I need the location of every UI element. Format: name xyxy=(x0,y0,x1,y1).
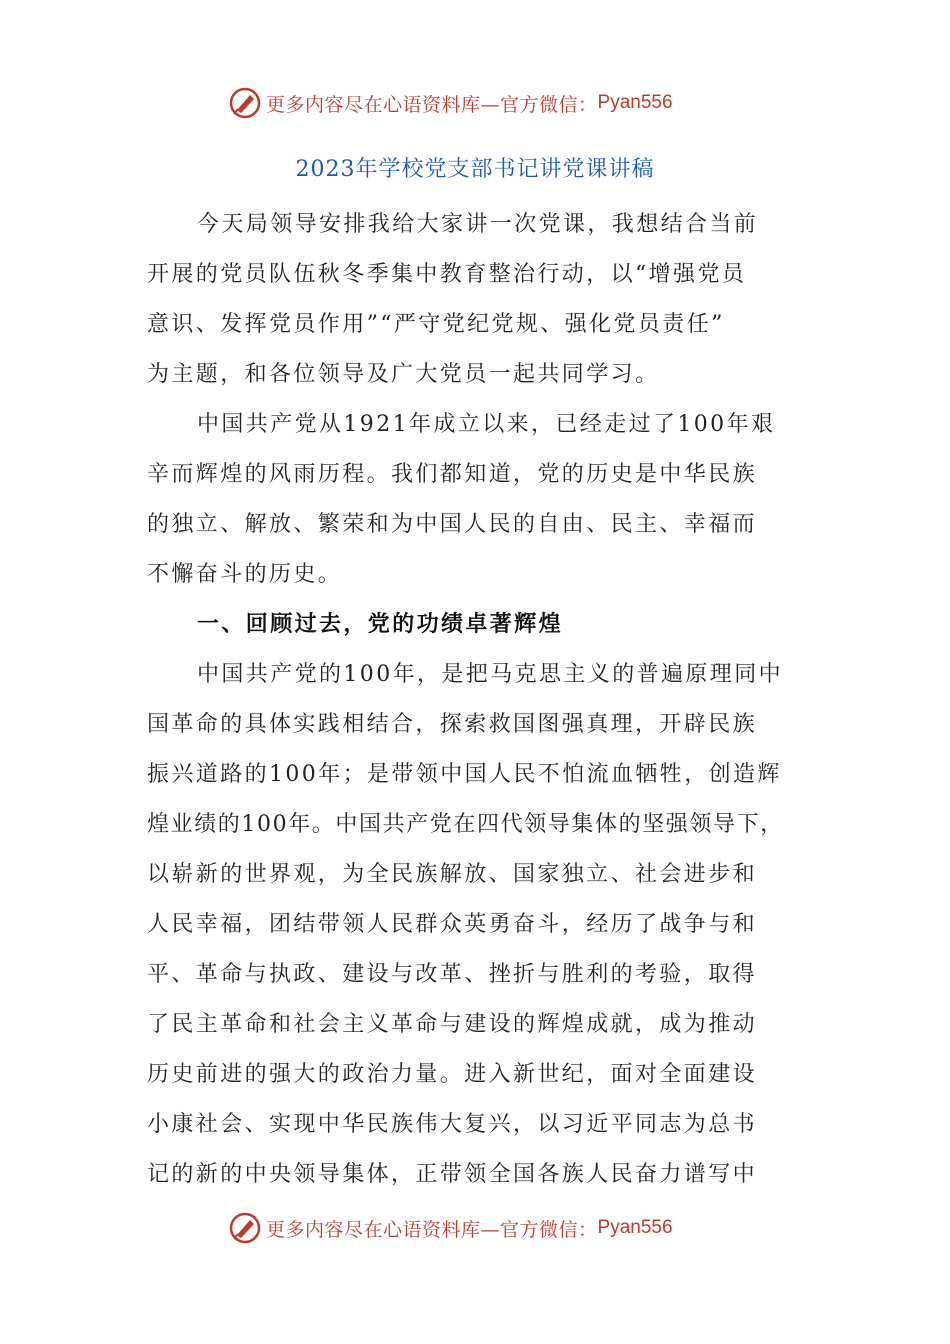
header-banner xyxy=(228,85,728,121)
pen-logo-icon xyxy=(228,86,262,120)
body-line: 开展的党员队伍秋冬季集中教育整治行动，以“增强党员 xyxy=(147,262,747,287)
body-line: 煌业绩的100年。中国共产党在四代领导集体的坚强领导下， xyxy=(147,812,784,837)
banner-wechat-id: Pyan556 xyxy=(597,92,673,113)
body-line: 意识、发挥党员作用”“严守党纪党规、强化党员责任” xyxy=(147,312,725,337)
footer-banner xyxy=(228,1210,728,1246)
banner-text: 更多内容尽在心语资料库—官方微信： xyxy=(266,1218,598,1241)
pen-logo-icon xyxy=(228,1211,262,1245)
body-line: 辛而辉煌的风雨历程。我们都知道，党的历史是中华民族 xyxy=(147,462,758,487)
section-heading: 一、回顾过去，党的功绩卓著辉煌 xyxy=(197,611,564,637)
banner-wechat-id: Pyan556 xyxy=(597,1217,673,1238)
body-line: 人民幸福，团结带领人民群众英勇奋斗，经历了战争与和 xyxy=(147,912,758,937)
body-line: 中国共产党的100年，是把马克思主义的普遍原理同中 xyxy=(197,662,783,687)
document-title: 2023年学校党支部书记讲党课讲稿 xyxy=(295,157,655,182)
body-line: 中国共产党从1921年成立以来，已经走过了100年艰 xyxy=(197,412,776,437)
body-line: 小康社会、实现中华民族伟大复兴，以习近平同志为总书 xyxy=(147,1112,758,1137)
body-line: 记的新的中央领导集体，正带领全国各族人民奋力谱写中 xyxy=(147,1162,758,1187)
body-line: 了民主革命和社会主义革命与建设的辉煌成就，成为推动 xyxy=(147,1012,758,1037)
body-line: 以崭新的世界观，为全民族解放、国家独立、社会进步和 xyxy=(147,862,758,887)
body-line: 为主题，和各位领导及广大党员一起共同学习。 xyxy=(147,362,660,387)
body-line: 历史前进的强大的政治力量。进入新世纪，面对全面建设 xyxy=(147,1062,758,1087)
body-line: 不懈奋斗的历史。 xyxy=(147,562,343,587)
body-line: 今天局领导安排我给大家讲一次党课，我想结合当前 xyxy=(197,212,759,237)
body-line: 平、革命与执政、建设与改革、挫折与胜利的考验，取得 xyxy=(147,962,758,987)
body-line: 的独立、解放、繁荣和为中国人民的自由、民主、幸福而 xyxy=(147,512,758,537)
body-line: 振兴道路的100年；是带领中国人民不怕流血牺牲，创造辉 xyxy=(147,762,782,787)
banner-text: 更多内容尽在心语资料库—官方微信： xyxy=(266,93,598,116)
body-line: 国革命的具体实践相结合，探索救国图强真理，开辟民族 xyxy=(147,712,758,737)
